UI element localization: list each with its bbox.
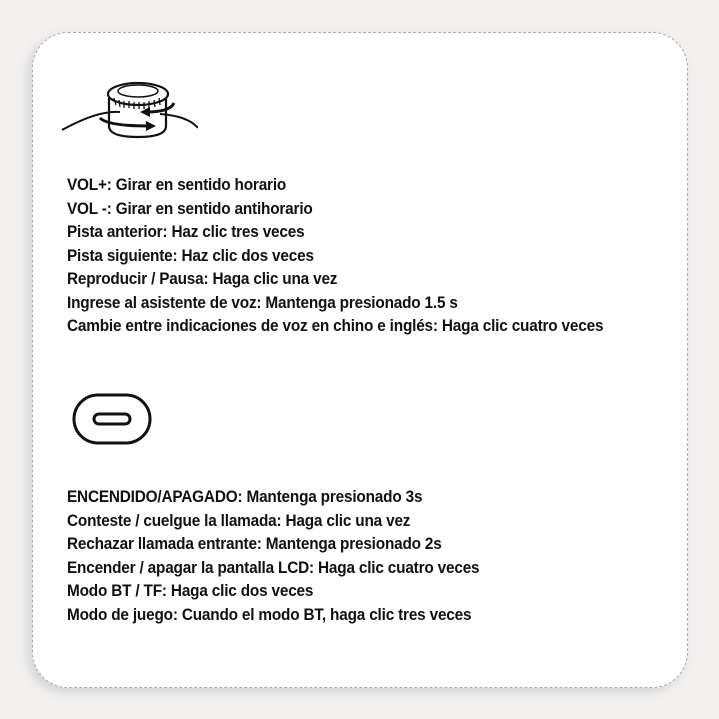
instruction-previous-track: Pista anterior: Haz clic tres veces <box>67 223 305 241</box>
button-instructions-list <box>67 486 510 627</box>
instruction-vol-up: VOL+: Girar en sentido horario <box>67 176 287 194</box>
instruction-answer-call: Conteste / cuelgue la llamada: Haga clic una vez <box>67 511 411 530</box>
instruction-play-pause: Reproducir / Pausa: Haga clic una vez <box>67 270 338 288</box>
instruction-lcd-toggle: Encender / apagar la pantalla LCD: Haga clic cuatro veces <box>67 558 480 577</box>
rotary-knob-icon <box>58 70 198 140</box>
instruction-power: ENCENDIDO/APAGADO: Mantenga presionado 3s <box>67 488 423 506</box>
instruction-reject-call: Rechazar llamada entrante: Mantenga presionado 2s <box>67 535 442 553</box>
instruction-next-track: Pista siguiente: Haz clic dos veces <box>67 246 314 265</box>
instruction-voice-language: Cambie entre indicaciones de voz en chino e inglés: Haga clic cuatro veces <box>67 317 604 335</box>
power-button-icon <box>72 393 152 445</box>
instruction-bt-tf-mode: Modo BT / TF: Haga clic dos veces <box>67 582 314 600</box>
instruction-game-mode: Modo de juego: Cuando el modo BT, haga clic tres veces <box>67 605 472 624</box>
instruction-voice-assistant: Ingrese al asistente de voz: Mantenga presionado 1.5 s <box>67 293 458 312</box>
knob-instructions-list <box>67 174 644 339</box>
instruction-vol-down: VOL -: Girar en sentido antihorario <box>67 199 313 218</box>
